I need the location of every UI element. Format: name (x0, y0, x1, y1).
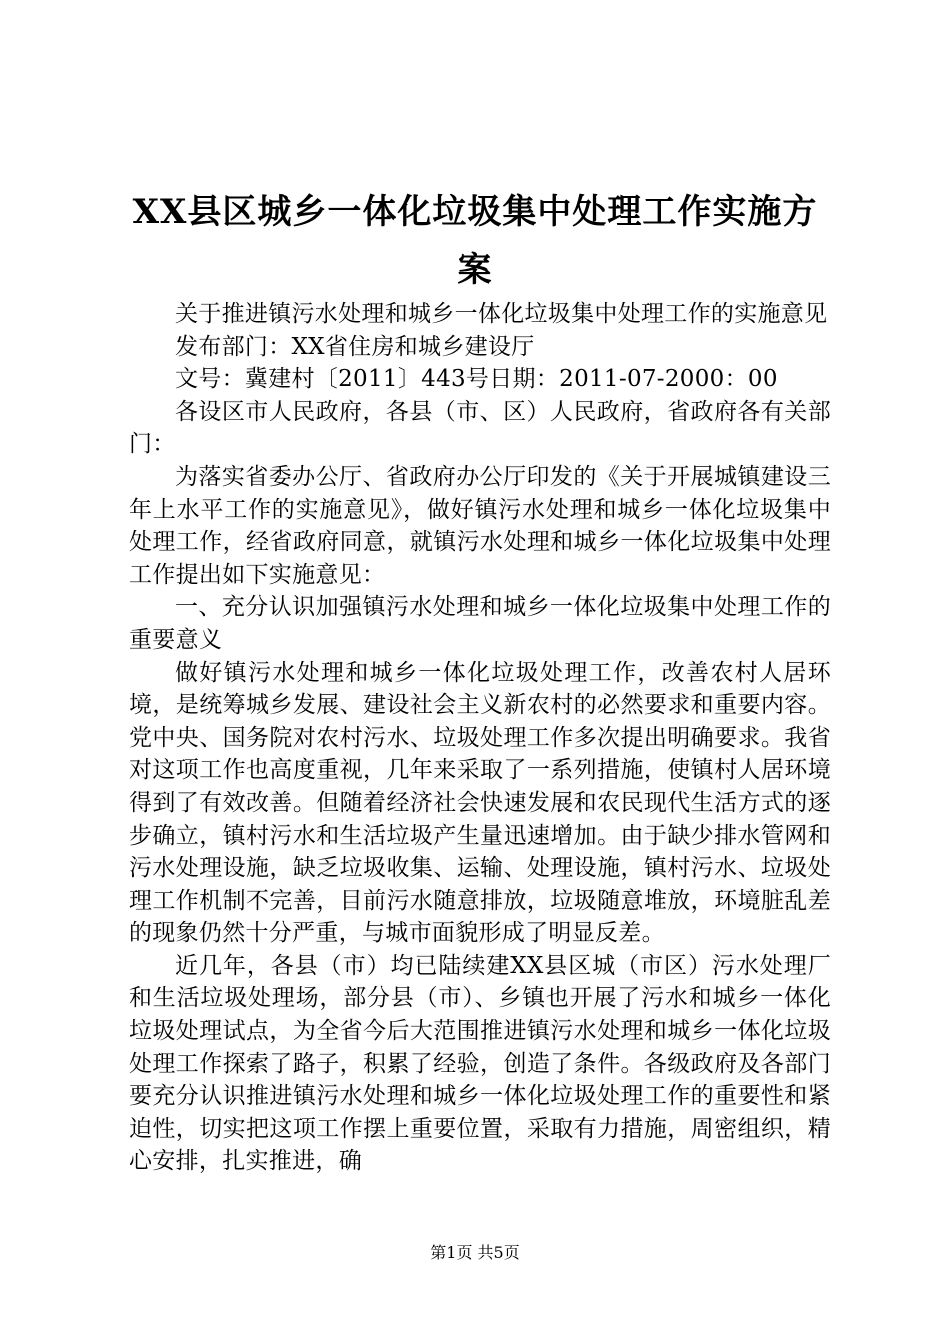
paragraph-intro: 为落实省委办公厅、省政府办公厅印发的《关于开展城镇建设三年上水平工作的实施意见》，做好镇污水处理和城乡一体化垃圾集中处理工作，经省政府同意，就镇污水处理和城乡一体化垃圾集中处理工作提出如下实施意见： (129, 463, 831, 588)
paragraph-subject: 关于推进镇污水处理和城乡一体化垃圾集中处理工作的实施意见 (175, 301, 828, 327)
paragraph-body-2: 近几年，各县（市）均已陆续建XX县区城（市区）污水处理厂和生活垃圾处理场，部分县（市）、乡镇也开展了污水和城乡一体化垃圾处理试点，为全省今后大范围推进镇污水处理和城乡一体化垃圾处理工作探索了路子，积累了经验，创造了条件。各级政府及各部门要充分认识推进镇污水处理和城乡一体化垃圾处理工作的重要性和紧迫性，切实把这项工作摆上重要位置，采取有力措施，周密组织，精心安排，扎实推进，确 (129, 952, 831, 1175)
document-title-line-1: XX县区城乡一体化垃圾集中处理工作实施方 (132, 192, 818, 232)
page-footer: 第1页 共5页 (430, 1243, 520, 1262)
paragraph-body-1: 做好镇污水处理和城乡一体化垃圾处理工作，改善农村人居环境，是统筹城乡发展、建设社会主义新农村的必然要求和重要内容。党中央、国务院对农村污水、垃圾处理工作多次提出明确要求。我省对这项工作也高度重视，几年来采取了一系列措施，使镇村人居环境得到了有效改善。但随着经济社会快速发展和农民现代生活方式的逐步确立，镇村污水和生活垃圾产生量迅速增加。由于缺少排水管网和污水处理设施，缺乏垃圾收集、运输、处理设施，镇村污水、垃圾处理工作机制不完善，目前污水随意排放，垃圾随意堆放，环境脏乱差的现象仍然十分严重，与城市面貌形成了明显反差。 (129, 659, 831, 947)
paragraph-doc-number: 文号：冀建村〔2011〕443号日期：2011-07-2000：00 (175, 366, 778, 393)
document-body (129, 298, 831, 1178)
paragraph-issuer: 发布部门：XX省住房和城乡建设厅 (175, 333, 535, 360)
document-title-line-2: 案 (457, 250, 493, 290)
paragraph-addressee: 各设区市人民政府，各县（市、区）人民政府，省政府各有关部门： (129, 398, 831, 458)
section-heading-1: 一、充分认识加强镇污水处理和城乡一体化垃圾集中处理工作的重要意义 (129, 594, 831, 653)
